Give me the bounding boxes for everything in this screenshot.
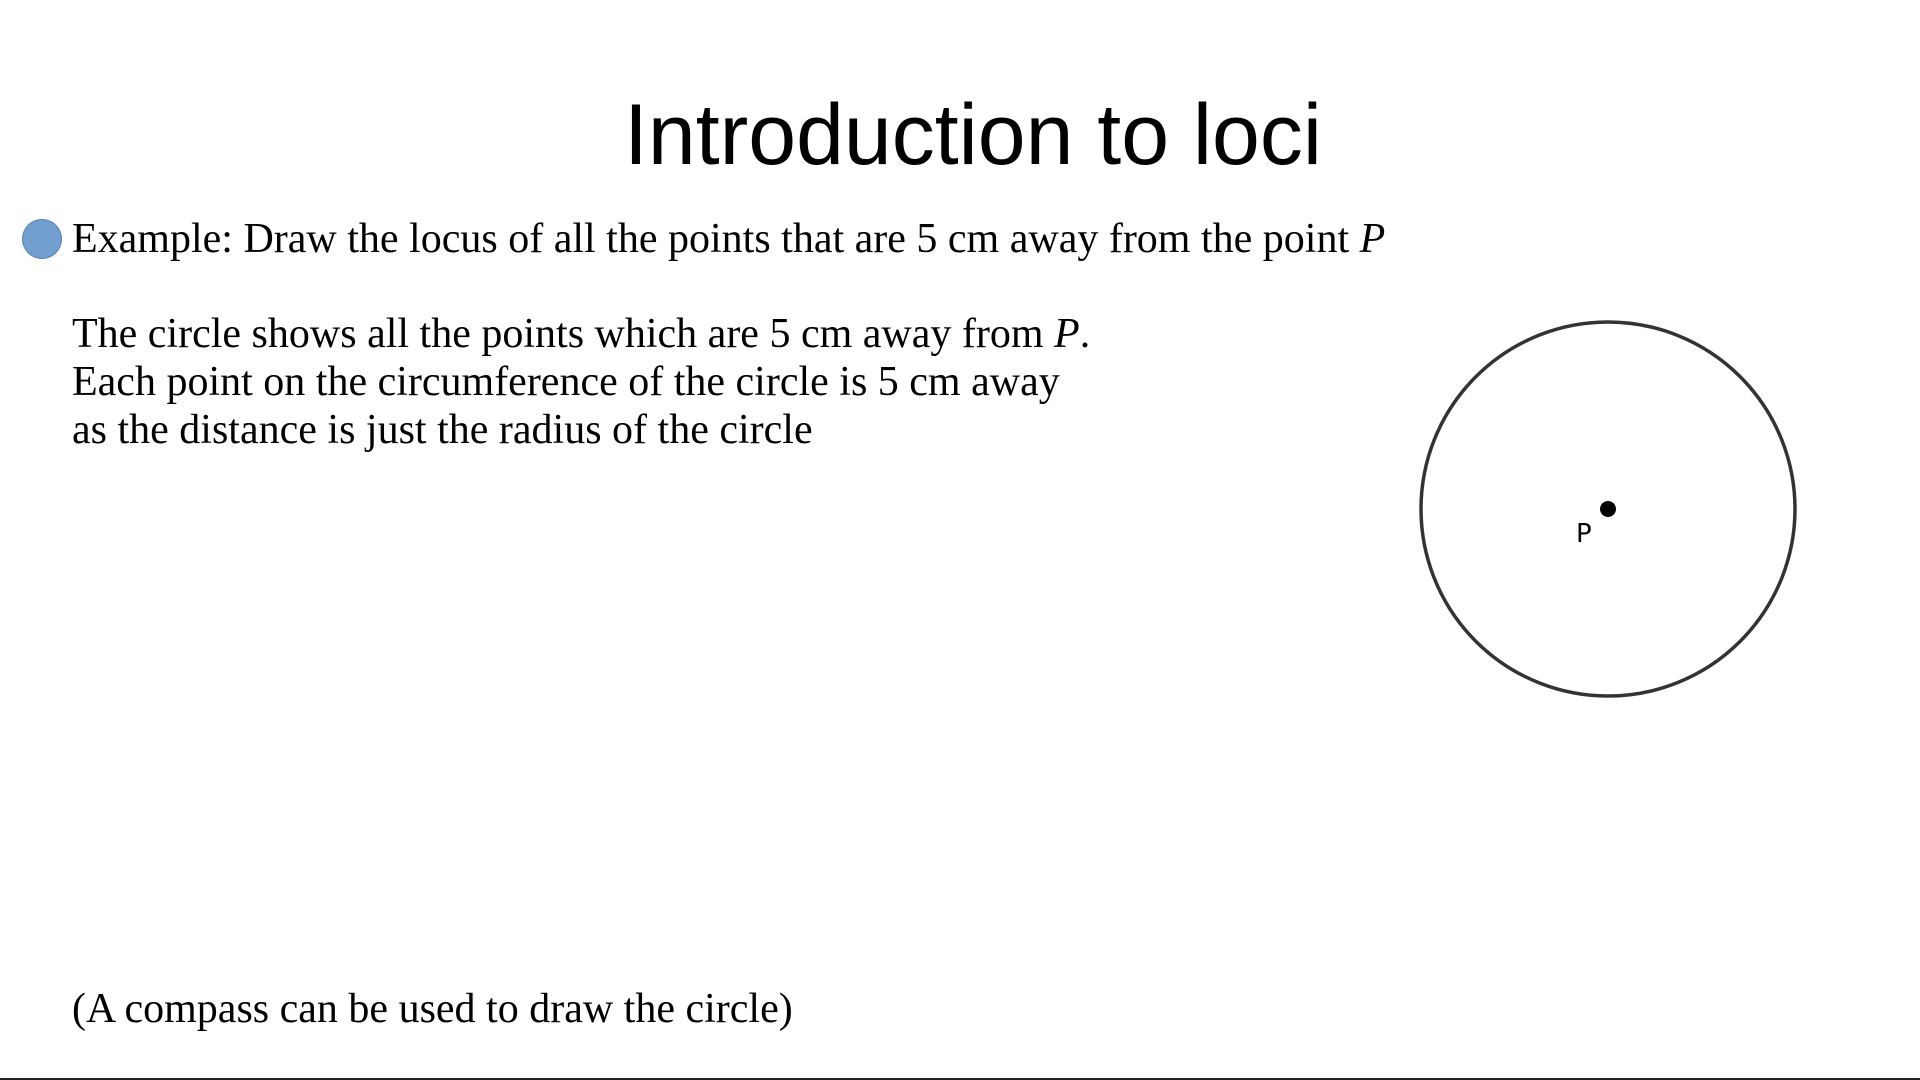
- example-point-label: P: [1359, 216, 1386, 262]
- explanation-line-3: as the distance is just the radius of the circle: [72, 407, 813, 453]
- example-text: [72, 212, 1385, 266]
- compass-note: (A compass can be used to draw the circle): [72, 986, 793, 1032]
- locus-diagram: [1410, 310, 1810, 710]
- explanation-line-1-text: The circle shows all the points which are 5 cm away from: [72, 311, 1055, 357]
- locus-figure: [1410, 310, 1810, 710]
- center-point-label: P: [1576, 519, 1592, 549]
- explanation-block: [72, 310, 1090, 454]
- explanation-line-1: [72, 310, 1090, 358]
- bullet-icon: [22, 219, 62, 259]
- explanation-point-label: P: [1054, 311, 1080, 357]
- slide-title: Introduction to loci: [624, 87, 1322, 183]
- example-prefix: Example: Draw the locus of all the points that are 5 cm away from the point: [72, 216, 1360, 262]
- explanation-line-1-end: .: [1079, 311, 1091, 357]
- center-point: [1600, 501, 1616, 517]
- explanation-line-2: Each point on the circumference of the circle is 5 cm away: [72, 359, 1060, 405]
